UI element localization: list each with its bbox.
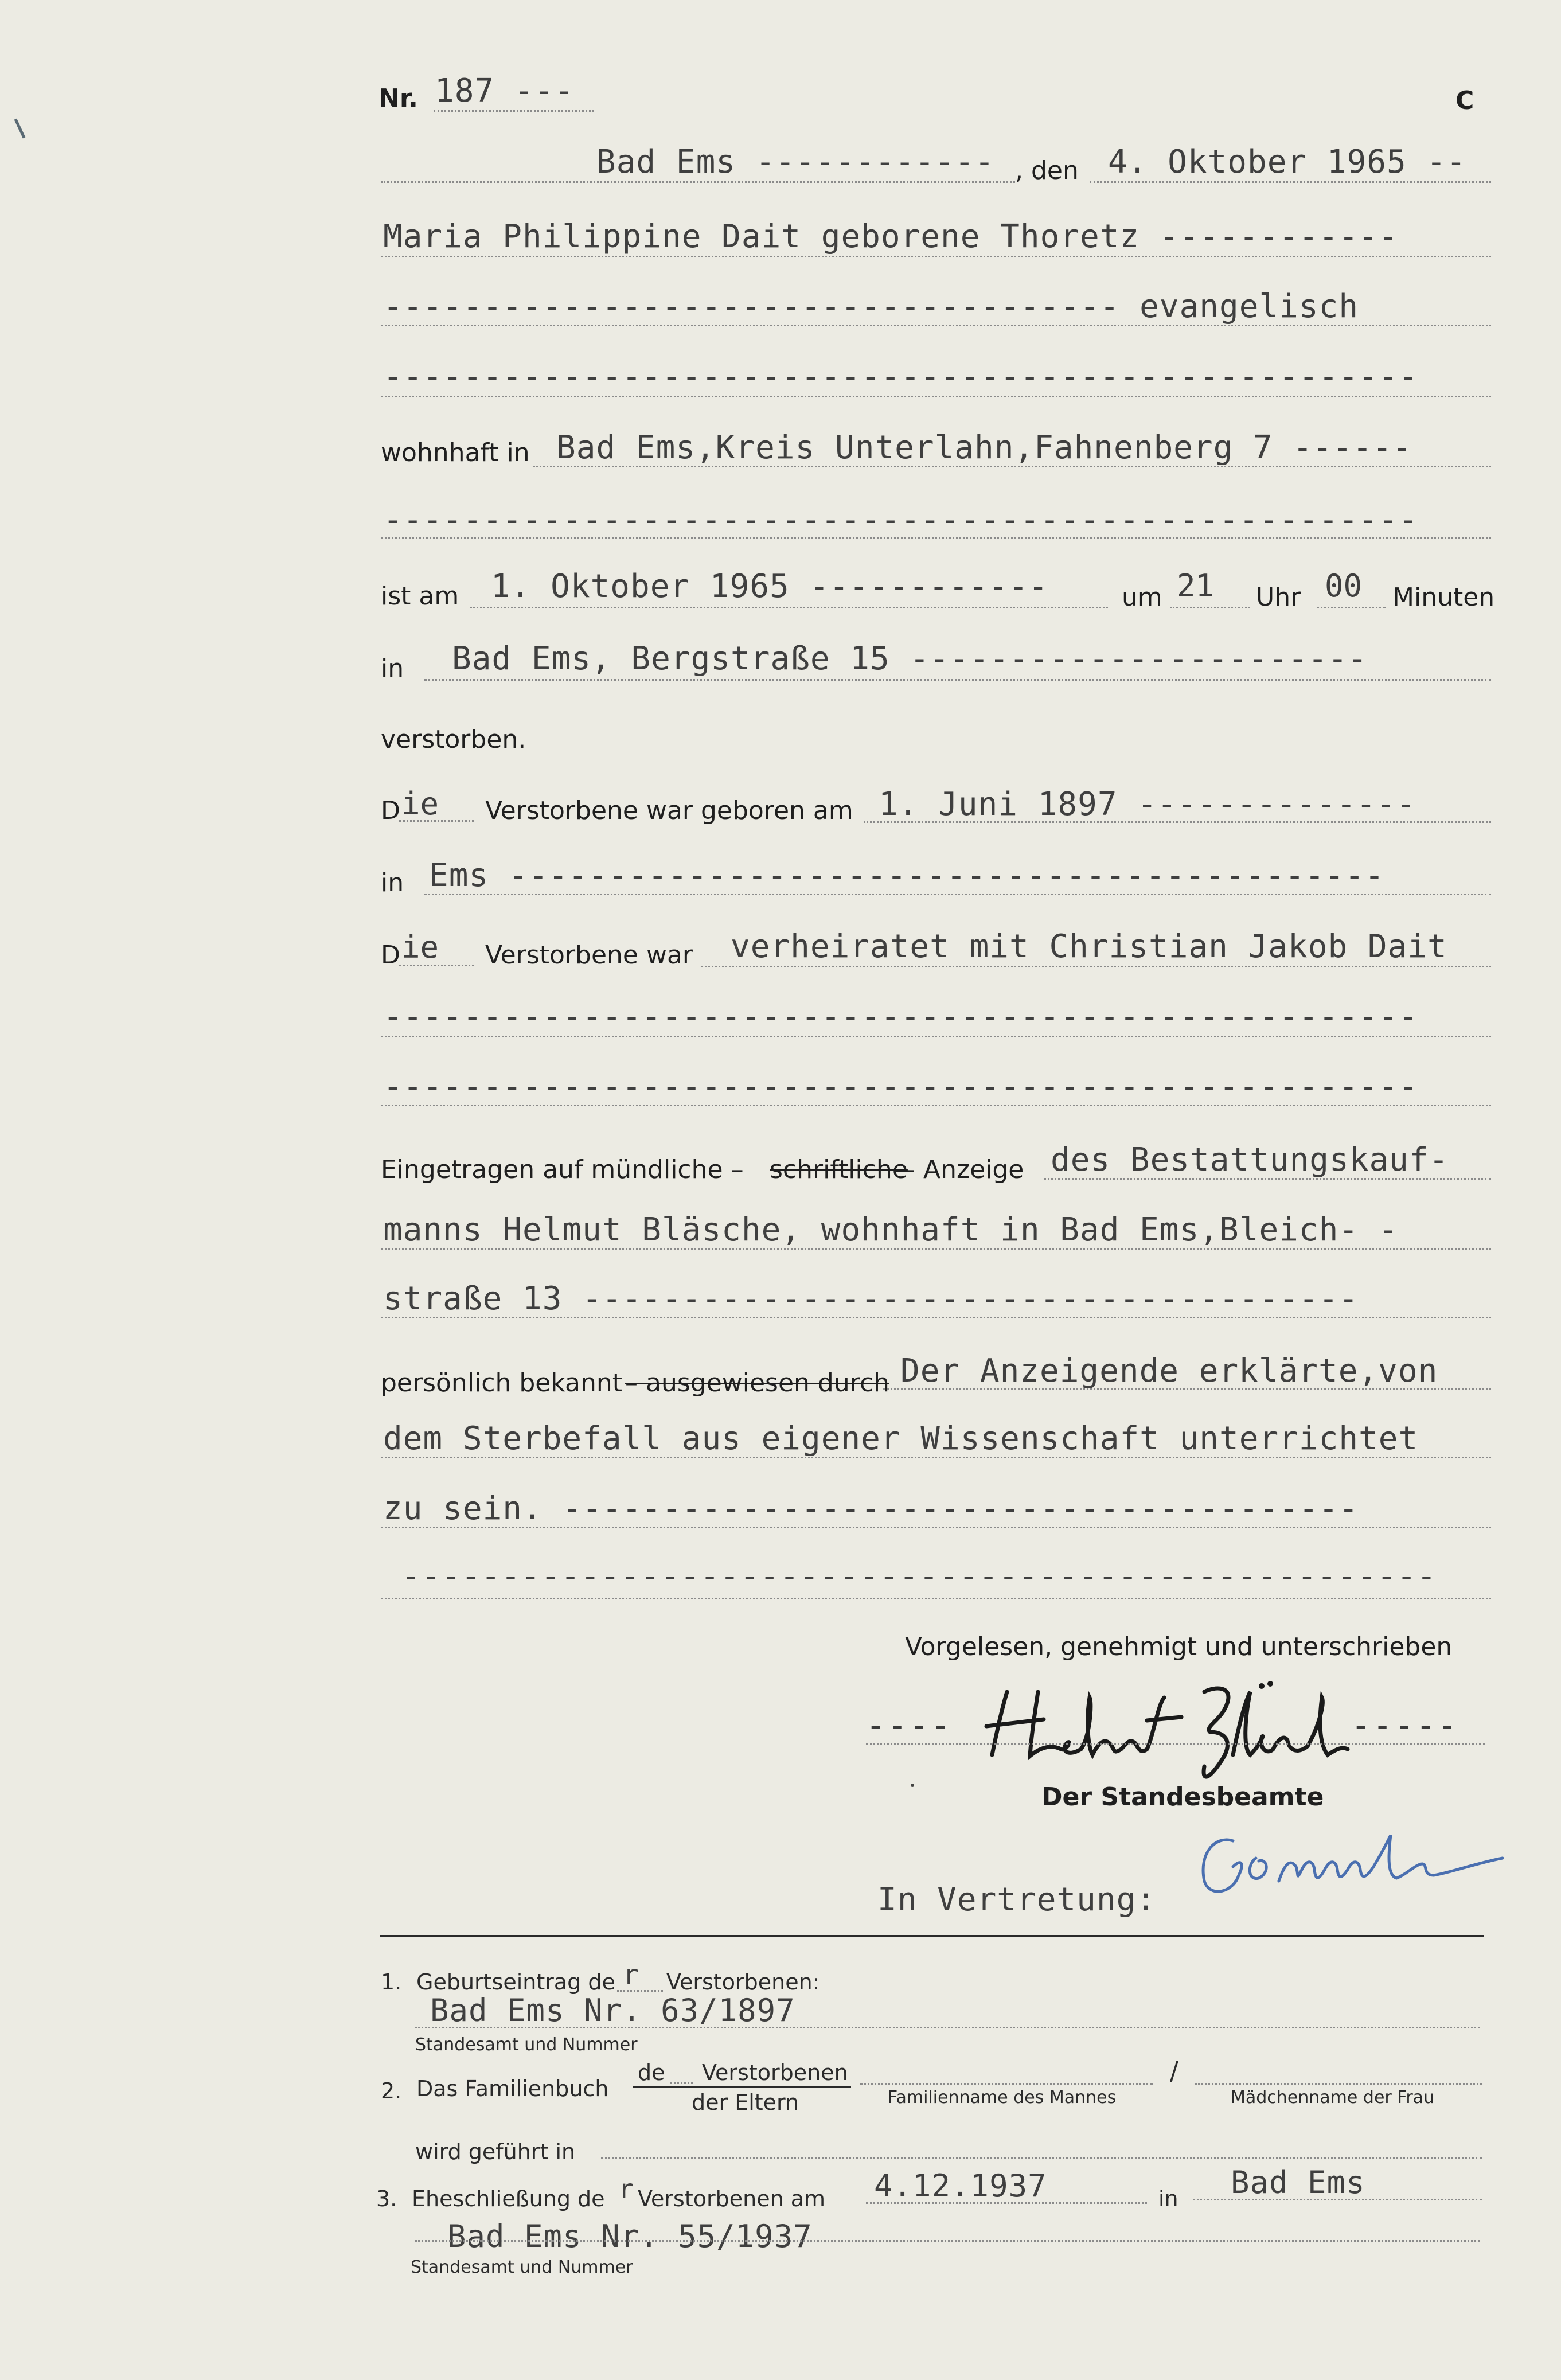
birth-place-dotline (424, 894, 1491, 895)
marital-dotline3 (381, 1105, 1491, 1106)
signature-left-dash: ---- (866, 1707, 953, 1744)
footer-frau-dotline (1195, 2083, 1482, 2085)
death-date-dotline (470, 607, 1108, 608)
registration-dotline7 (381, 1598, 1491, 1599)
footer-item3-num: 3. (376, 2186, 397, 2211)
death-date: 1. Oktober 1965 ------------ (491, 568, 1049, 605)
registration-value5: dem Sterbefall aus eigener Wissenschaft unterrichtet (383, 1420, 1419, 1457)
footer-item2-fraction-rule (633, 2086, 851, 2088)
registration-dotline1 (1044, 1178, 1491, 1180)
blank-dashes-line: ---------------------------------------------------- (383, 358, 1419, 395)
register-date: 4. Oktober 1965 -- (1108, 143, 1466, 181)
marital-prefix-typed: ie (401, 929, 439, 965)
name-dotline (381, 256, 1491, 257)
footer-item3-date-dotline (866, 2202, 1147, 2204)
residence-dotline2 (381, 537, 1491, 539)
footer-item3-label2: Verstorbenen am (638, 2186, 826, 2211)
footer-item2-wird: wird geführt in (415, 2139, 576, 2164)
registration-dotline3 (381, 1317, 1491, 1318)
residence-line2: ---------------------------------------------------- (383, 501, 1419, 539)
known-label: persönlich bekannt (381, 1368, 623, 1398)
register-place: Bad Ems ------------ (596, 143, 995, 181)
residence-value: Bad Ems,Kreis Unterlahn,Fahnenberg 7 ------ (556, 429, 1412, 466)
footer-rule (380, 1935, 1484, 1937)
read-approved-label: Vorgelesen, genehmigt und unterschrieben (905, 1632, 1453, 1661)
nr-label: Nr. (378, 84, 418, 113)
birth-date: 1. Juni 1897 -------------- (879, 786, 1416, 823)
marital-prefix-dotline (399, 965, 474, 966)
minutes-dotline (1317, 607, 1386, 608)
marital-line2: ---------------------------------------------------- (383, 998, 1419, 1035)
registration-value4: Der Anzeigende erklärte,von (900, 1352, 1438, 1390)
footer-item3-dotline (415, 2240, 1480, 2242)
footer-item2-slash: / (1170, 2057, 1178, 2086)
residence-label: wohnhaft in (381, 438, 530, 467)
birth-date-dotline (864, 821, 1491, 823)
registration-dotline2 (381, 1248, 1491, 1250)
registration-value1: des Bestattungskauf- (1051, 1141, 1449, 1179)
signature-dotline (866, 1743, 1485, 1745)
footer-item1-label2: Verstorbenen: (666, 1969, 820, 1995)
footer-item1-dotline (415, 2027, 1480, 2028)
death-in-label: in (381, 654, 404, 683)
death-minutes: 00 (1325, 568, 1363, 604)
blank-dotline (381, 396, 1491, 397)
footer-standesamt3: Standesamt und Nummer (411, 2257, 633, 2277)
footer-item3-value: Bad Ems Nr. 55/1937 (447, 2218, 813, 2254)
registration-dotline5 (381, 1457, 1491, 1458)
registration-dotline6 (381, 1527, 1491, 1528)
birth-in-label: in (381, 868, 404, 898)
footer-item3-date: 4.12.1937 (874, 2168, 1047, 2204)
place-dotline (381, 181, 1015, 183)
footer-item2-mann: Familienname des Mannes (888, 2088, 1117, 2108)
marital-dotline (701, 966, 1491, 967)
footer-item2-de: de (638, 2060, 665, 2085)
birth-label: Verstorbene war geboren am (485, 796, 853, 825)
birth-place: Ems -------------------------------------------- (429, 857, 1385, 894)
den-label: , den (1015, 156, 1079, 185)
deceased-name: Maria Philippine Dait geborene Thoretz ------------ (383, 218, 1399, 255)
registration-value6: zu sein. ---------------------------------------- (383, 1490, 1359, 1527)
footer-item2-wird-dotline (601, 2157, 1482, 2159)
um-label: um (1122, 583, 1162, 612)
uhr-label: Uhr (1256, 583, 1301, 612)
registrar-signature (1193, 1812, 1514, 1915)
minuten-label: Minuten (1392, 583, 1495, 612)
religion-line: ------------------------------------- evangelisch (383, 288, 1359, 325)
footer-item2-eltern: der Eltern (692, 2090, 799, 2115)
footer-item2-verstorbenen: Verstorbenen (702, 2060, 848, 2085)
footer-item1-num: 1. (381, 1969, 402, 1995)
nr-dotline (434, 110, 594, 112)
registration-value7: ---------------------------------------------------- (401, 1558, 1437, 1595)
registrar-label: Der Standesbeamte (1041, 1782, 1324, 1812)
footer-standesamt1: Standesamt und Nummer (415, 2035, 638, 2055)
footer-item2-num: 2. (381, 2078, 402, 2104)
verstorben-label: verstorben. (381, 725, 526, 754)
footer-item3-label: Eheschließung de (412, 2186, 605, 2211)
death-place: Bad Ems, Bergstraße 15 ----------------------- (452, 640, 1368, 677)
ist-am-label: ist am (381, 582, 459, 611)
birth-prefix-printed: D (381, 796, 400, 825)
ink-dot (911, 1784, 914, 1787)
registration-label-struck: schriftliche (770, 1155, 908, 1184)
nr-value: 187 --- (435, 72, 575, 110)
death-hour: 21 (1177, 568, 1215, 604)
marital-dotline2 (381, 1036, 1491, 1037)
footer-item1-r-dotline (617, 1990, 663, 1992)
birth-prefix-typed: ie (401, 786, 439, 822)
hour-dotline (1170, 607, 1250, 608)
marital-prefix-printed: D (381, 941, 400, 970)
deputy-typed: In Vertretung: (877, 1881, 1157, 1918)
marital-line3: ---------------------------------------------------- (383, 1068, 1419, 1105)
footer-item3-typed-r: r (618, 2174, 634, 2205)
footer-item1-label: Geburtseintrag de (416, 1969, 615, 1995)
footer-item2-frau: Mädchenname der Frau (1231, 2088, 1435, 2108)
footer-item1-value: Bad Ems Nr. 63/1897 (430, 1992, 795, 2028)
residence-dotline (533, 466, 1491, 467)
registration-label-a: Eingetragen auf mündliche – (381, 1155, 744, 1184)
registration-dotline4 (883, 1388, 1491, 1390)
registration-value2: manns Helmut Bläsche, wohnhaft in Bad Ems,Bleich- - (383, 1211, 1399, 1248)
footer-item3-in: in (1158, 2186, 1178, 2211)
signature-right-dash: ----- (1351, 1707, 1459, 1744)
footer-mann-dotline (860, 2083, 1153, 2085)
footer-item2-label: Das Familienbuch (416, 2076, 609, 2101)
registration-label-b: – Anzeige (903, 1155, 1024, 1184)
birth-prefix-dotline (399, 820, 474, 822)
registration-value3: straße 13 --------------------------------------- (383, 1280, 1359, 1317)
footer-item1-typed-r: r (623, 1959, 639, 1990)
marital-label: Verstorbene war (485, 941, 693, 970)
margin-mark (14, 119, 26, 139)
death-place-dotline (424, 679, 1491, 681)
known-struck: – ausgewiesen durch (625, 1368, 889, 1398)
date-dotline (1090, 181, 1491, 183)
footer-item2-de-dotline (670, 2082, 693, 2084)
religion-dotline (381, 325, 1491, 326)
footer-item3-place-dotline (1193, 2199, 1482, 2200)
footer-item3-place: Bad Ems (1231, 2164, 1365, 2200)
page-letter: C (1455, 86, 1474, 115)
announcer-signature (975, 1669, 1353, 1784)
marital-value: verheiratet mit Christian Jakob Dait (731, 928, 1447, 965)
